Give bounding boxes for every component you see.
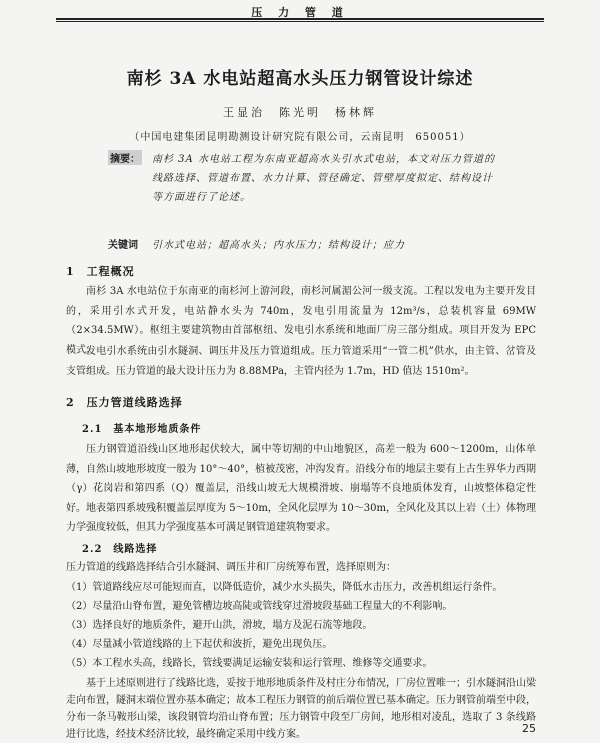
page-number: 25 [522,722,536,735]
section-2-1-heading: 2.1 基本地形地质条件 [82,424,202,435]
list-item: （2）尽量沿山脊布置，避免管槽边坡高陡或管线穿过滑坡段基础工程量大的不利影响。 [66,601,453,612]
section-2-2-intro: 压力管道的线路选择结合引水隧洞、调压井和厂房统筹布置，选择原则为： [66,562,396,573]
section-2-heading: 2 压力管道线路选择 [66,396,183,409]
abstract-label: 摘要： [108,150,142,165]
paper-title: 南杉 3A 水电站超高水头压力钢管设计综述 [126,69,474,89]
section-2-2-paragraph-2: 基于上述原则进行了线路比选，妥按于地形地质条件及村庄分布情况，厂房位置唯一；引水隧洞沿山梁走向布置，隧洞末端位置亦基本确定；故本工程压力钢管的前后端位置已基本确定。压力钢管前端至中段，分布一条马鞍形山梁，该段钢管均沿山脊布置；压力钢管中段至厂房间，地形相对凌乱，选取了 3 条线路进行比选，经技术经济比较，最终确定采用中线方案。 [66,678,536,740]
section-2-2-heading: 2.2 线路选择 [82,544,158,555]
list-item: （3）选择良好的地质条件，避开山洪，滑坡，塌方及泥石流等地段。 [66,620,373,631]
list-item: （5）本工程水头高，线路长，管线要满足运输安装和运行管理、维修等交通要求。 [66,658,433,669]
keywords-label: 关键词 [108,240,138,251]
keywords-text: 引水式电站；超高水头；内水压力；结构设计；应力 [152,240,405,251]
author-list: 王显治 陈光明 杨林辉 [223,106,377,119]
affiliation: （中国电建集团昆明勘测设计研究院有限公司，云南昆明 650051） [129,132,471,143]
section-2-1-paragraph: 压力钢管道沿线山区地形起伏较大，属中等切割的中山地貌区，高差一般为 600～1200m，山体单薄，自然山坡地形坡度一般为 10°～40°，植被茂密，冲沟发育。沿线分布的地层主要有上古生界华力西期（γ）花岗岩和第四系（Q）覆盖层，沿线山坡无大规模滑坡、崩塌等不良地质体发育，山坡整体稳定性好。地表第四系坡残积覆盖层厚度为 5～10m，全风化层厚为 10～30m，全风化及其以上岩（土）体物理力学强度较低，但其力学强度基本可满足钢管道建筑物要求。 [66,444,536,533]
section-1-paragraph-2: 发电引水系统由引水隧洞、调压井及压力管道组成。压力管道采用“一管二机”供水，由主管、岔管及支管组成。压力管道的最大设计压力为 8.88MPa，主管内径为 1.7m，HD 值达 1510m²。 [66,346,536,377]
list-item: （4）尽量减小管道线路的上下起伏和波折，避免出现负压。 [66,639,333,650]
header-rule-thin [56,21,544,22]
section-1-paragraph-1: 南杉 3A 水电站位于东南亚的南杉河上游河段，南杉河属湄公河一级支流。工程以发电为主要开发目的，采用引水式开发，电站静水头为 740m，发电引用流量为 12m³/s，总装机容量 69MW（2×34.5MW）。枢纽主要建筑物由首部枢纽、发电引水系统和地面厂房三部分组成。项目开发为 EPC 模式。 [66,286,536,356]
header-rule [56,18,544,20]
abstract-text: 南杉 3A 水电站工程为东南亚超高水头引水式电站，本文对压力管道的线路选择、管道布置、水力计算、管径确定、管壁厚度拟定、结构设计等方面进行了论述。 [152,154,495,203]
list-item: （1）管道路线应尽可能短而直，以降低造价，减少水头损失，降低水击压力，改善机组运行条件。 [66,582,503,593]
running-header: 压 力 管 道 [251,6,349,19]
section-1-heading: 1 工程概况 [66,265,135,278]
selection-principles-list [66,578,541,673]
